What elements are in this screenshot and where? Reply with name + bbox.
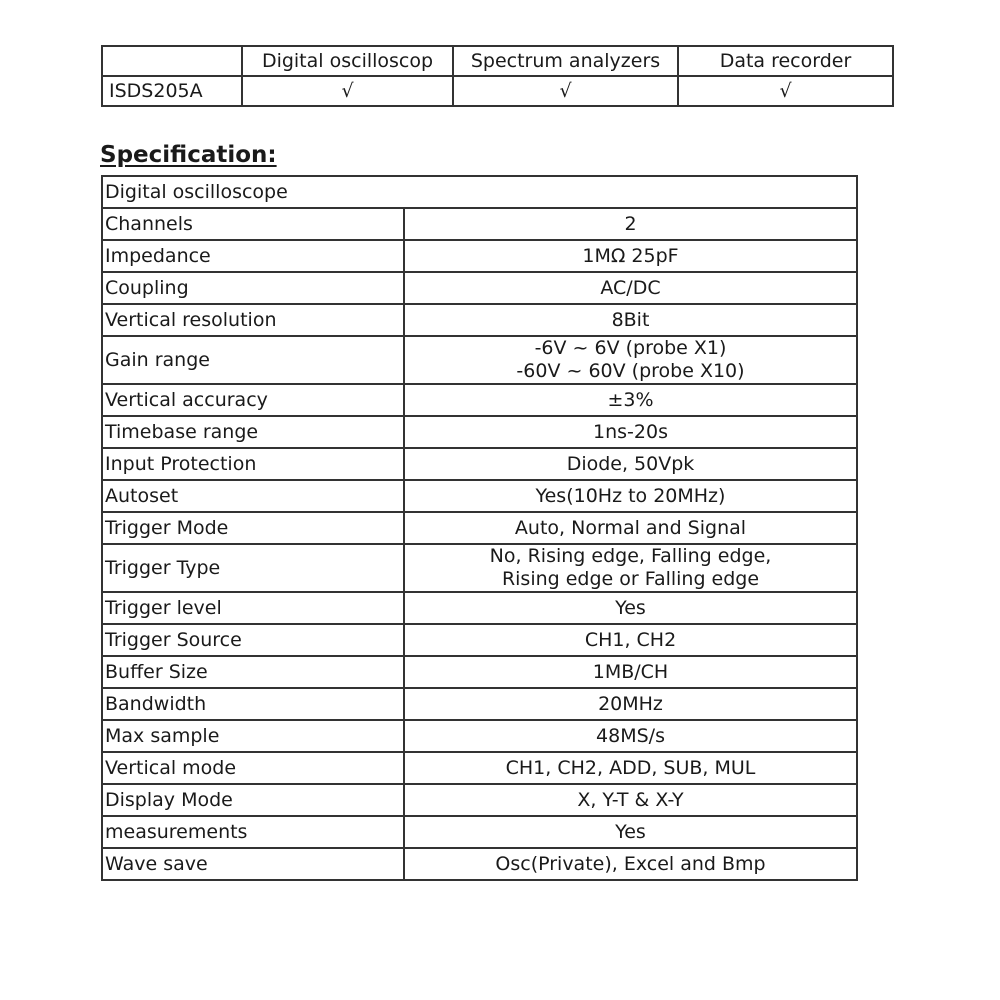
feature-header-cell: Data recorder bbox=[678, 46, 893, 76]
spec-value-line: X, Y-T & X-Y bbox=[577, 788, 684, 811]
feature-header-cell bbox=[102, 46, 242, 76]
check-mark: √ bbox=[242, 76, 453, 106]
feature-model-row bbox=[102, 76, 893, 106]
feature-header-cell: Spectrum analyzers bbox=[453, 46, 678, 76]
spec-value-line: ±3% bbox=[607, 388, 654, 411]
spec-value-line: No, Rising edge, Falling edge, bbox=[489, 545, 772, 567]
spec-value bbox=[404, 416, 857, 448]
spec-row bbox=[102, 624, 857, 656]
spec-value bbox=[404, 480, 857, 512]
spec-label: Input Protection bbox=[102, 448, 404, 480]
spec-row bbox=[102, 544, 857, 592]
spec-value bbox=[404, 688, 857, 720]
spec-section-row bbox=[102, 176, 857, 208]
spec-value-line: 1MΩ 25pF bbox=[582, 244, 679, 267]
spec-value-line: Osc(Private), Excel and Bmp bbox=[495, 852, 766, 875]
feature-header-row bbox=[102, 46, 893, 76]
check-mark: √ bbox=[678, 76, 893, 106]
model-name: ISDS205A bbox=[102, 76, 242, 106]
feature-header-cell: Digital oscilloscop bbox=[242, 46, 453, 76]
spec-value bbox=[404, 240, 857, 272]
spec-row bbox=[102, 656, 857, 688]
spec-value-line: -6V ~ 6V (probe X1) bbox=[534, 337, 727, 359]
spec-label: Coupling bbox=[102, 272, 404, 304]
spec-row bbox=[102, 720, 857, 752]
spec-row bbox=[102, 784, 857, 816]
spec-label: Vertical accuracy bbox=[102, 384, 404, 416]
spec-value-line: 8Bit bbox=[611, 308, 650, 331]
check-mark: √ bbox=[453, 76, 678, 106]
spec-value bbox=[404, 544, 857, 592]
spec-value-line: Yes bbox=[615, 820, 646, 843]
spec-value-line: Rising edge or Falling edge bbox=[501, 568, 760, 590]
spec-label: Display Mode bbox=[102, 784, 404, 816]
spec-value-line: 1ns-20s bbox=[593, 420, 668, 443]
spec-value bbox=[404, 384, 857, 416]
spec-label: Impedance bbox=[102, 240, 404, 272]
spec-label: Channels bbox=[102, 208, 404, 240]
spec-label: Wave save bbox=[102, 848, 404, 880]
spec-value bbox=[404, 272, 857, 304]
spec-value bbox=[404, 208, 857, 240]
spec-value-line: CH1, CH2 bbox=[584, 628, 677, 651]
spec-value bbox=[404, 848, 857, 880]
spec-label: Vertical resolution bbox=[102, 304, 404, 336]
spec-label: Trigger Type bbox=[102, 544, 404, 592]
spec-row bbox=[102, 448, 857, 480]
spec-value bbox=[404, 448, 857, 480]
spec-row bbox=[102, 208, 857, 240]
spec-label: Trigger level bbox=[102, 592, 404, 624]
spec-value bbox=[404, 336, 857, 384]
spec-value-line: Yes bbox=[615, 596, 646, 619]
spec-label: Max sample bbox=[102, 720, 404, 752]
spec-row bbox=[102, 272, 857, 304]
spec-label: Trigger Source bbox=[102, 624, 404, 656]
spec-row bbox=[102, 752, 857, 784]
spec-title: Specification: bbox=[100, 142, 277, 168]
spec-value-line: AC/DC bbox=[600, 276, 661, 299]
spec-value-line: Auto, Normal and Signal bbox=[514, 516, 747, 539]
spec-value-line: Yes(10Hz to 20MHz) bbox=[535, 484, 726, 507]
spec-row bbox=[102, 512, 857, 544]
spec-label: Trigger Mode bbox=[102, 512, 404, 544]
spec-label: Gain range bbox=[102, 336, 404, 384]
spec-row bbox=[102, 816, 857, 848]
spec-row bbox=[102, 304, 857, 336]
spec-value bbox=[404, 752, 857, 784]
spec-label: Buffer Size bbox=[102, 656, 404, 688]
spec-row bbox=[102, 848, 857, 880]
spec-value-line: 2 bbox=[624, 212, 637, 235]
spec-value bbox=[404, 784, 857, 816]
spec-row bbox=[102, 688, 857, 720]
spec-table bbox=[101, 175, 858, 881]
spec-row bbox=[102, 336, 857, 384]
feature-table bbox=[101, 45, 894, 107]
spec-row bbox=[102, 592, 857, 624]
spec-value bbox=[404, 656, 857, 688]
spec-value-line: 20MHz bbox=[598, 692, 663, 715]
spec-row bbox=[102, 240, 857, 272]
spec-label: Vertical mode bbox=[102, 752, 404, 784]
spec-value-line: -60V ~ 60V (probe X10) bbox=[516, 360, 745, 382]
spec-row bbox=[102, 384, 857, 416]
spec-value bbox=[404, 624, 857, 656]
spec-label: Timebase range bbox=[102, 416, 404, 448]
spec-value bbox=[404, 816, 857, 848]
spec-value-line: 48MS/s bbox=[596, 724, 665, 747]
spec-value bbox=[404, 304, 857, 336]
spec-value-line: 1MB/CH bbox=[592, 660, 669, 683]
spec-value bbox=[404, 720, 857, 752]
spec-label: Bandwidth bbox=[102, 688, 404, 720]
spec-row bbox=[102, 416, 857, 448]
spec-value bbox=[404, 512, 857, 544]
spec-label: Autoset bbox=[102, 480, 404, 512]
spec-label: measurements bbox=[102, 816, 404, 848]
spec-value-line: Diode, 50Vpk bbox=[566, 452, 695, 475]
spec-value-line: CH1, CH2, ADD, SUB, MUL bbox=[505, 756, 756, 779]
spec-section-title: Digital oscilloscope bbox=[102, 176, 857, 208]
spec-row bbox=[102, 480, 857, 512]
spec-value bbox=[404, 592, 857, 624]
